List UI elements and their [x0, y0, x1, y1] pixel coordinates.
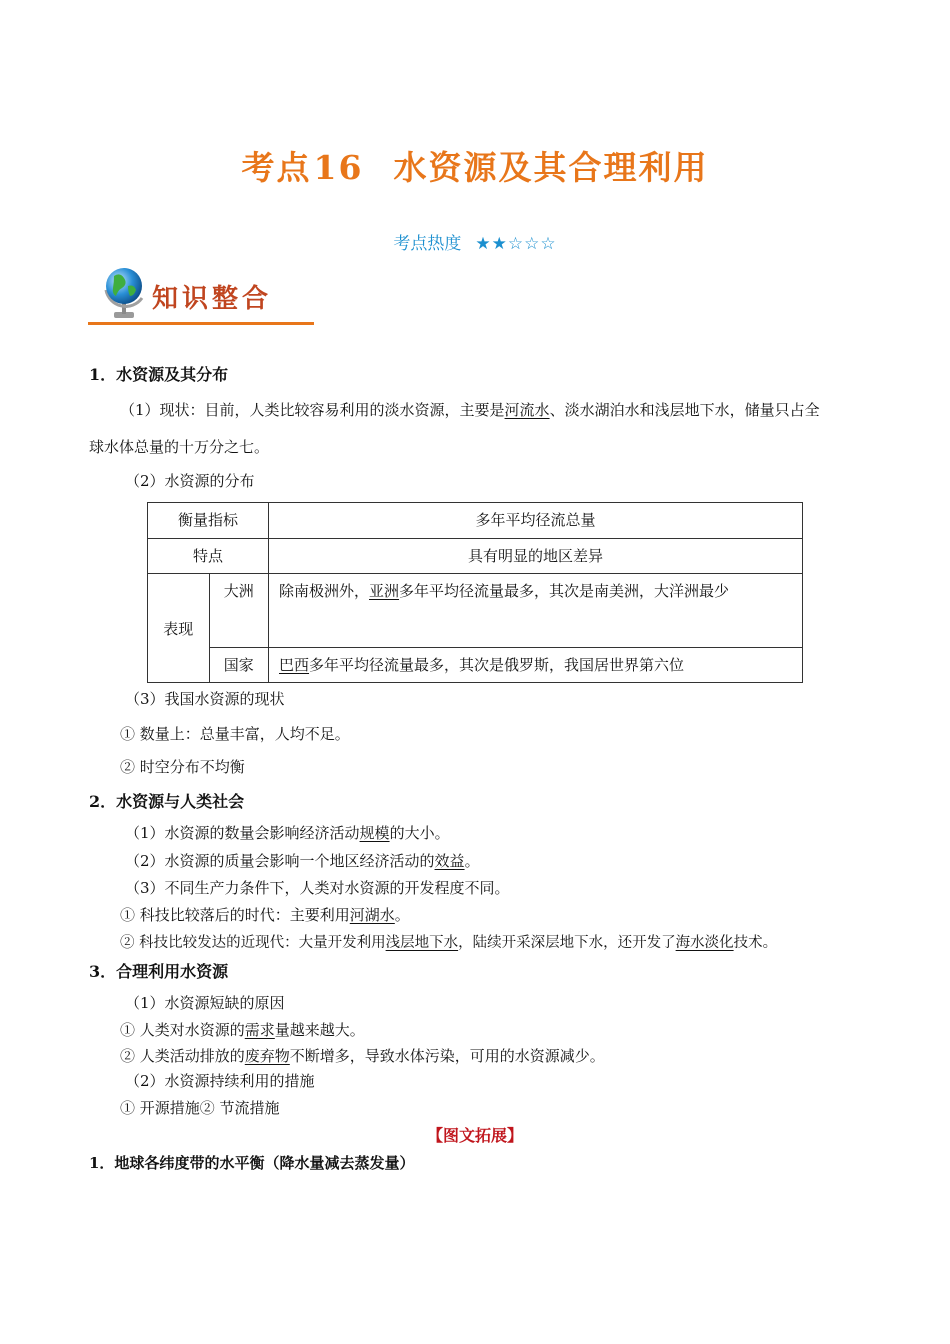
key-term: 河湖水 — [349, 906, 395, 924]
key-term: 河流水 — [504, 401, 550, 419]
s1-paragraph-1: （1）现状：目前，人类比较容易利用的淡水资源，主要是河流水、淡水湖泊水和浅层地下水，储量只占全 — [120, 401, 820, 419]
section-1-heading: 1．水资源及其分布 — [89, 365, 229, 384]
s1-paragraph-3: （3）我国水资源的现状 — [125, 690, 285, 708]
table-value-cell: 多年平均径流总量 — [269, 503, 803, 539]
section-2-heading: 2．水资源与人类社会 — [89, 792, 245, 811]
title-prefix: 考点 — [241, 148, 312, 187]
table-sub-label: 大洲 — [209, 574, 269, 648]
section-3-heading: 3．合理利用水资源 — [89, 962, 229, 981]
table-group-label: 表现 — [148, 574, 210, 683]
s3-line: ② 人类活动排放的废弃物不断增多，导致水体污染，可用的水资源减少。 — [120, 1047, 605, 1065]
title-text: 水资源及其合理利用 — [393, 148, 709, 187]
s1-paragraph-1-cont: 球水体总量的十万分之七。 — [89, 438, 270, 456]
s1-paragraph-2: （2）水资源的分布 — [125, 472, 255, 490]
distribution-table — [147, 502, 803, 683]
key-term: 效益 — [434, 852, 465, 870]
s1-list-item: ② 时空分布不均衡 — [120, 758, 245, 776]
s3-line: （2）水资源持续利用的措施 — [125, 1072, 315, 1090]
table-label-cell: 衡量指标 — [148, 503, 269, 539]
s3-line: ① 开源措施② 节流措施 — [120, 1099, 280, 1117]
s1-list-item: ① 数量上：总量丰富，人均不足。 — [120, 725, 350, 743]
key-term: 需求 — [244, 1021, 275, 1039]
s2-line: （2）水资源的质量会影响一个地区经济活动的效益。 — [125, 852, 480, 870]
table-value-cell: 具有明显的地区差异 — [269, 539, 803, 574]
s3-line: ① 人类对水资源的需求量越来越大。 — [120, 1021, 365, 1039]
table-value-cell: 巴西多年平均径流量最多，其次是俄罗斯，我国居世界第六位 — [269, 648, 803, 683]
star-rating: ★★☆☆☆ — [475, 234, 557, 254]
key-term: 亚洲 — [369, 582, 400, 600]
extension-heading: 【图文拓展】 — [426, 1126, 523, 1145]
s3-line: （1）水资源短缺的原因 — [125, 994, 285, 1012]
table-sub-label: 国家 — [209, 648, 269, 683]
s2-line: ① 科技比较落后的时代：主要利用河湖水。 — [120, 906, 410, 924]
s2-line: ② 科技比较发达的近现代：大量开发利用浅层地下水，陆续开采深层地下水，还开发了海水淡化技术。 — [120, 935, 778, 951]
s2-line: （1）水资源的数量会影响经济活动规模的大小。 — [125, 824, 450, 842]
heat-label: 考点热度 — [393, 234, 462, 254]
extension-item-1: 1．地球各纬度带的水平衡（降水量减去蒸发量） — [89, 1154, 415, 1172]
title-number: 16 — [313, 148, 364, 187]
banner-underline — [88, 322, 314, 325]
heat-rating — [0, 229, 950, 254]
key-term: 海水淡化 — [675, 935, 734, 951]
section-banner-label: 知识整合 — [152, 284, 273, 314]
s2-line: （3）不同生产力条件下，人类对水资源的开发程度不同。 — [125, 879, 510, 897]
key-term: 浅层地下水 — [385, 935, 459, 951]
key-term: 巴西 — [279, 656, 310, 674]
table-value-cell: 除南极洲外，亚洲多年平均径流量最多，其次是南美洲，大洋洲最少 — [269, 574, 803, 648]
key-term: 规模 — [359, 824, 390, 842]
table-label-cell: 特点 — [148, 539, 269, 574]
key-term: 废弃物 — [244, 1047, 290, 1065]
page-title — [0, 142, 950, 189]
